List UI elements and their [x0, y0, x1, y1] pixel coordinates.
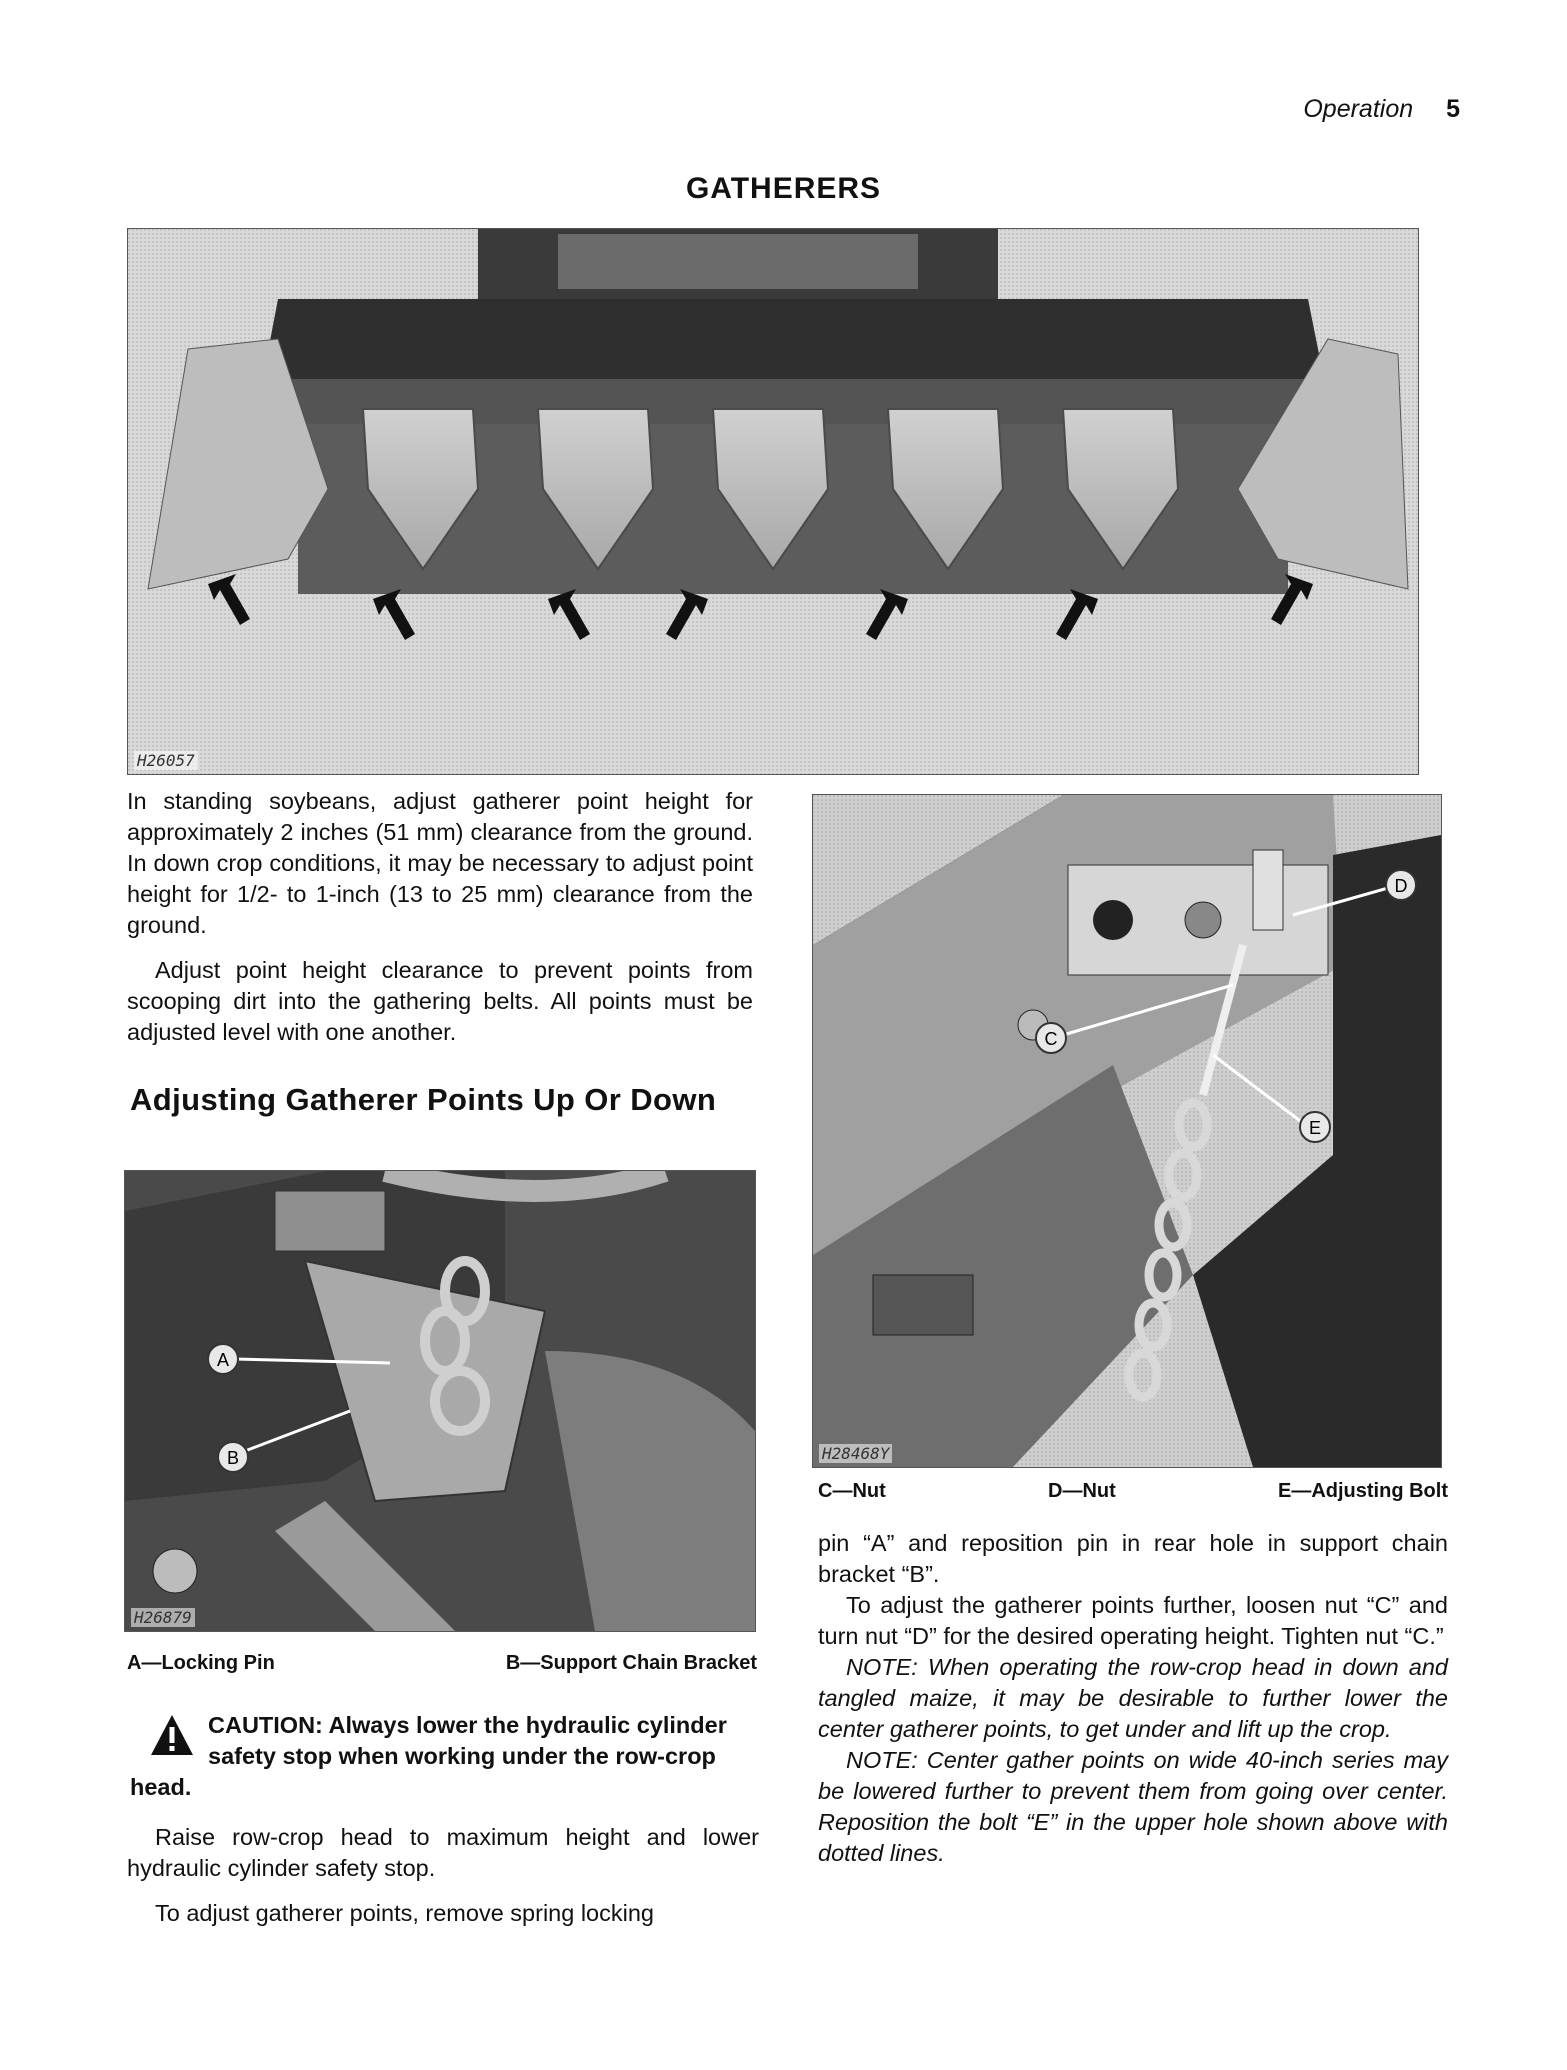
caption-locking-pin: A—Locking Pin: [127, 1652, 275, 1674]
callout-e: E: [1308, 1118, 1322, 1138]
note-2: NOTE: Center gather points on wide 40-inch series may be lowered further to prevent them from going over center. Reposition the bolt “E” in the upper hole shown above with dotted lines.: [818, 1747, 1448, 1866]
caption-nut-c: C—Nut: [818, 1480, 886, 1502]
right-paragraph-2: To adjust the gatherer points further, loosen nut “C” and turn nut “D” for the desired operating height. Tighten nut “C.”: [818, 1592, 1448, 1649]
right-column-text: [818, 1528, 1448, 1869]
photo-code: H26879: [131, 1608, 195, 1627]
page-title: GATHERERS: [685, 172, 882, 205]
section-subheading: Adjusting Gatherer Points Up Or Down: [130, 1082, 717, 1117]
locking-pin-illustration: [125, 1171, 755, 1631]
right-paragraph-1: pin “A” and reposition pin in rear hole in support chain bracket “B”.: [818, 1530, 1448, 1587]
caution-text: CAUTION: Always lower the hydraulic cylinder safety stop when working under the row-crop head.: [130, 1712, 727, 1800]
gatherers-photo: [127, 228, 1419, 775]
callout-b: B: [226, 1448, 240, 1468]
caption-support-chain-bracket: B—Support Chain Bracket: [505, 1652, 757, 1674]
caption-adjusting-bolt: E—Adjusting Bolt: [1278, 1480, 1448, 1502]
caution-block: [130, 1710, 760, 1803]
intro-paragraph-2: Adjust point height clearance to prevent points from scooping dirt into the gathering belts. All points must be adjusted level with one another.: [127, 957, 753, 1045]
left-column-text: [127, 1822, 759, 1929]
adjusting-bolt-illustration: [813, 795, 1441, 1467]
running-head: [1000, 95, 1460, 124]
left-paragraph-2: To adjust gatherer points, remove spring locking: [155, 1900, 654, 1926]
caption-nut-d: D—Nut: [1048, 1480, 1116, 1502]
intro-paragraph-1: In standing soybeans, adjust gatherer point height for approximately 2 inches (51 mm) clearance from the ground. In down crop conditions, it may be necessary to adjust point height for 1/2- to 1-inch (13 to 25 mm) clearance from the ground.: [127, 788, 753, 938]
note-1: NOTE: When operating the row-crop head in down and tangled maize, it may be desirable to further lower the center gatherer points, to get under and lift up the crop.: [818, 1654, 1448, 1742]
callout-a: A: [216, 1350, 230, 1370]
section-name: Operation: [1303, 95, 1414, 123]
photo-code: H26057: [134, 751, 198, 770]
photo-code: H28468Y: [819, 1444, 892, 1463]
adjusting-bolt-photo: [812, 794, 1442, 1468]
left-paragraph-1: Raise row-crop head to maximum height and lower hydraulic cylinder safety stop.: [127, 1824, 759, 1881]
left-photo-captions: [127, 1652, 757, 1675]
callout-d: D: [1394, 876, 1408, 896]
warning-triangle-icon: [150, 1714, 194, 1756]
locking-pin-photo: [124, 1170, 756, 1632]
page-number: 5: [1446, 95, 1460, 123]
intro-text: [127, 786, 753, 1048]
callout-c: C: [1044, 1029, 1058, 1049]
right-photo-captions: [818, 1480, 1448, 1503]
row-crop-head-illustration: [128, 229, 1418, 774]
